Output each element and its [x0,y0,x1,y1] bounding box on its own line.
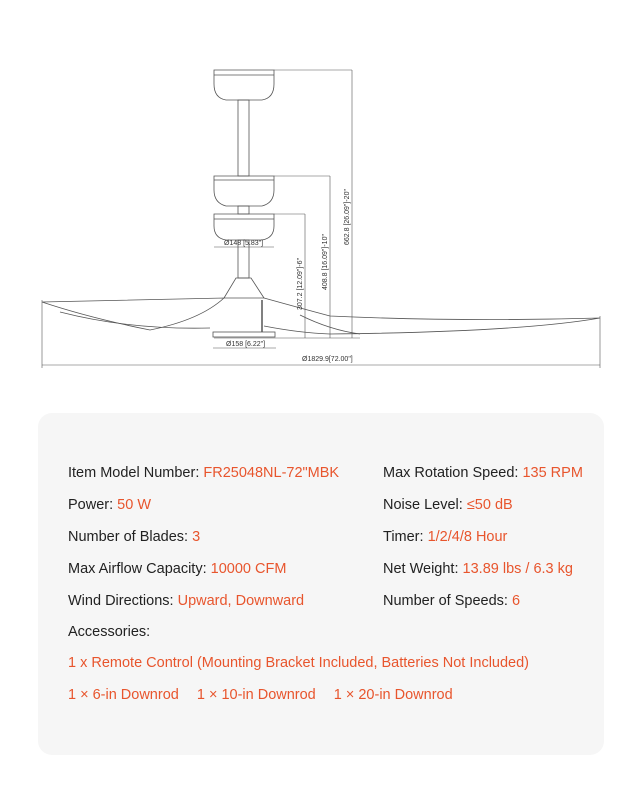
spec-blades: Number of Blades: 3 [68,529,201,545]
dim-light-diameter: Ø158 [6.22"] [226,341,266,348]
spec-timer: Timer: 1/2/4/8 Hour [383,529,508,545]
accessory-20in-downrod: 1 × 20-in Downrod [333,687,453,703]
spec-weight: Net Weight: 13.89 lbs / 6.3 kg [383,561,573,577]
accessory-10in-downrod: 1 × 10-in Downrod [196,687,316,703]
fan-outline [42,70,600,337]
dim-height-mid: 408.8 [16.09"]-10" [322,234,329,290]
spec-speeds: Number of Speeds: 6 [383,593,521,609]
dim-height-total: 662.8 [26.09"]-20" [344,189,351,245]
spec-card [38,413,604,755]
spec-model: Item Model Number: FR25048NL-72"MBK [68,465,340,481]
spec-rotation-speed: Max Rotation Speed: 135 RPM [383,465,583,481]
dim-height-short: 307.2 [12.09"]-6" [297,257,304,310]
spec-airflow: Max Airflow Capacity: 10000 CFM [68,561,287,577]
accessory-6in-downrod: 1 × 6-in Downrod [68,687,179,703]
accessory-downrods [68,687,467,703]
dim-canopy-diameter: Ø148 [5.83"] [224,240,264,247]
spec-power: Power: 50 W [68,497,152,513]
accessory-remote: 1 x Remote Control (Mounting Bracket Included, Batteries Not Included) [68,655,530,671]
dimension-lines [42,70,600,368]
accessories-label: Accessories: [68,624,151,640]
dim-blade-span: Ø1829.9[72.00"] [302,356,353,363]
spec-wind-directions: Wind Directions: Upward, Downward [68,593,305,609]
spec-noise: Noise Level: ≤50 dB [383,497,513,513]
